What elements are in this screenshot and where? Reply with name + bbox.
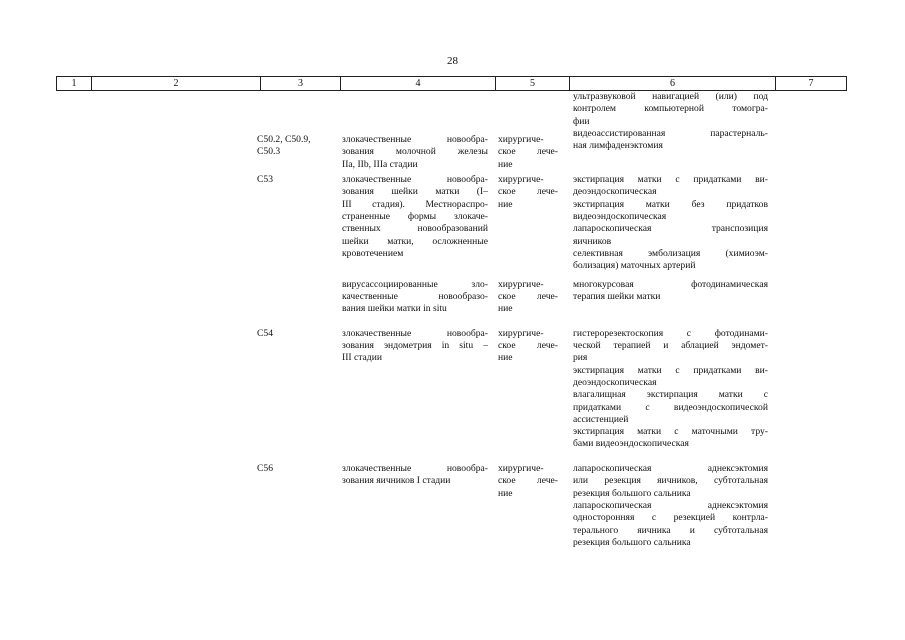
diagnosis-line: зования яичников I стадии xyxy=(342,475,451,487)
method-line: влагалищная экстирпация матки с xyxy=(573,389,768,401)
method-line: видеоассистированная парастерналь- xyxy=(573,127,768,139)
code-line: C53 xyxy=(257,174,273,186)
method-line: многокурсовая фотодинамическая xyxy=(573,278,768,290)
method-line: ассистенцией xyxy=(573,413,629,425)
code-line: C50.2, C50.9, xyxy=(257,134,311,146)
code-line: C50.3 xyxy=(257,146,281,158)
treatment-type-line: хирургиче- xyxy=(498,278,544,290)
treatment-type-line: ние xyxy=(498,198,513,210)
method-line: ческой терапией и аблацией эндомет- xyxy=(573,340,768,352)
diagnosis-line: страненные формы злокаче- xyxy=(342,210,488,222)
method-line: резекция большого сальника xyxy=(573,487,691,499)
treatment-type-line: хирургиче- xyxy=(498,134,544,146)
method-line: бами видеоэндоскопическая xyxy=(573,438,689,450)
header-col-4: 4 xyxy=(340,77,495,90)
method-line: гистерорезектоскопия с фотодинами- xyxy=(573,327,768,339)
diagnosis-line: злокачественные новообра- xyxy=(342,463,488,475)
treatment-type-line: ское лече- xyxy=(498,186,558,198)
diagnosis-line: зования шейки матки (I– xyxy=(342,186,488,198)
treatment-type-line: ние xyxy=(498,303,513,315)
diagnosis-line: зования эндометрия in situ – xyxy=(342,340,488,352)
diagnosis-line: злокачественные новообра- xyxy=(342,134,488,146)
diagnosis-line: злокачественные новообра- xyxy=(342,174,488,186)
method-line: экстирпация матки без придатков xyxy=(573,198,768,210)
diagnosis-line: качественные новообразо- xyxy=(342,290,488,302)
diagnosis-line: шейки матки, осложненные xyxy=(342,235,488,247)
header-col-1: 1 xyxy=(56,77,91,90)
method-line: селективная эмболизация (химиоэм- xyxy=(573,247,768,259)
page-number: 28 xyxy=(447,55,458,67)
header-col-7: 7 xyxy=(775,77,847,90)
method-line: лапароскопическая аднексэктомия xyxy=(573,463,768,475)
treatment-type-line: хирургиче- xyxy=(498,174,544,186)
method-line: рия xyxy=(573,352,588,364)
method-line: резекция большого сальника xyxy=(573,536,691,548)
method-line: лапароскопическая аднексэктомия xyxy=(573,499,768,511)
method-line: односторонняя с резекцией контрла- xyxy=(573,512,768,524)
method-line: болизация) маточных артерий xyxy=(573,260,696,272)
header-col-5: 5 xyxy=(495,77,569,90)
method-line: деоэндоскопическая xyxy=(573,376,657,388)
method-line: контролем компьютерной томогра- xyxy=(573,103,768,115)
header-col-3: 3 xyxy=(260,77,340,90)
table-body xyxy=(0,91,905,640)
treatment-type-line: ние xyxy=(498,158,513,170)
treatment-type-line: ское лече- xyxy=(498,146,558,158)
method-line: терального яичника и субтотальная xyxy=(573,524,768,536)
method-line: терапия шейки матки xyxy=(573,290,661,302)
method-line: или резекция яичников, субтотальная xyxy=(573,475,768,487)
method-line: придатками с видеоэндоскопической xyxy=(573,401,768,413)
diagnosis-line: вирусассоциированные зло- xyxy=(342,278,488,290)
diagnosis-line: злокачественные новообра- xyxy=(342,327,488,339)
treatment-type-line: хирургиче- xyxy=(498,327,544,339)
treatment-type-line: ние xyxy=(498,352,513,364)
header-col-2: 2 xyxy=(91,77,260,90)
treatment-type-line: хирургиче- xyxy=(498,463,544,475)
diagnosis-line: III стадия). Местнораспро- xyxy=(342,198,488,210)
header-col-6: 6 xyxy=(569,77,775,90)
diagnosis-line: вания шейки матки in situ xyxy=(342,303,447,315)
diagnosis-line: зования молочной железы xyxy=(342,146,488,158)
method-line: фии xyxy=(573,115,590,127)
method-line: экстирпация матки с придатками ви- xyxy=(573,364,768,376)
method-line: ная лимфаденэктомия xyxy=(573,140,663,152)
method-line: ультразвуковой навигацией (или) под xyxy=(573,91,768,102)
treatment-type-line: ние xyxy=(498,487,513,499)
method-line: экстирпация матки с придатками ви- xyxy=(573,174,768,186)
diagnosis-line: ственных новообразований xyxy=(342,223,488,235)
diagnosis-line: IIa, IIb, IIIa стадии xyxy=(342,158,418,170)
treatment-type-line: ское лече- xyxy=(498,340,558,352)
table-header-row xyxy=(56,76,847,91)
method-line: экстирпация матки с маточными тру- xyxy=(573,426,768,438)
method-line: видеоэндоскопическая xyxy=(573,210,667,222)
code-line: C56 xyxy=(257,463,273,475)
treatment-type-line: ское лече- xyxy=(498,290,558,302)
method-line: яичников xyxy=(573,235,612,247)
diagnosis-line: кровотечением xyxy=(342,247,404,259)
method-line: лапароскопическая транспозиция xyxy=(573,223,768,235)
code-line: C54 xyxy=(257,327,273,339)
method-line: деоэндоскопическая xyxy=(573,186,657,198)
treatment-type-line: ское лече- xyxy=(498,475,558,487)
diagnosis-line: III стадии xyxy=(342,352,382,364)
